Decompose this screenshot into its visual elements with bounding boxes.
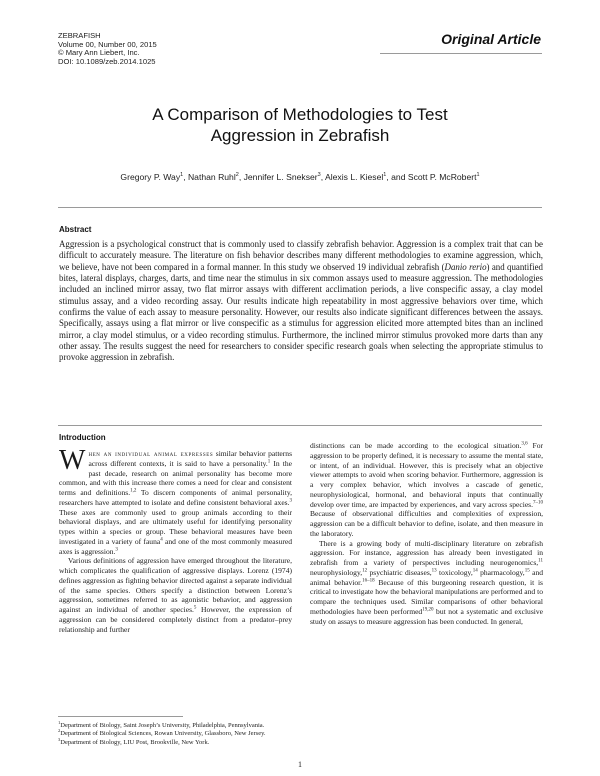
abstract-text-part-2: ) and quantified bites, lateral displays, charges, darts, and time near the stimulus in six common assays used to measure aggression. The methodologies included an inclined mirror assay, two flat mirror assays with different acclimation periods, a live conspecific assay, a clay model stimulus assay, and a video recording assay. Our results indicate high repeatability in most aggressive behaviors over time, which confirms the value of each assay to measure personality. However, our results also indicate significant differences between the assays. Specifically, assays using a flat mirror or live conspecific as a stimulus for aggression elicited more attempted bites than an inclined mirror, a clay model stimulus, or a video recording stimulus. Furthermore, the inclined mirror stimulus provoked more darts than any other assay. The results suggest the need for researchers to consider specific research goals when selecting the appropriate stimulus to provoke aggression in zebrafish. — [59, 261, 543, 363]
citation-ref: 16–18 — [362, 577, 375, 583]
intro-p3-body: There is a growing body of multi-disciplinary literature on zebrafish aggression. For instance, aggression has already been investigated in zebrafish from a variety of perspectives including neurogenomics,$^{11}$ neurophysiology,$^{12}$ psychiatric diseases,$^{13}$ toxicology,$^{14}$ pharmacology,$^{15}$ and animal behavior.$^{16-18}$ Because of this burgeoning research question, it is critical to investigate how the behavioral manipulations are performed and to compare the techniques used. Similar comparisons of other behavioral methodologies have been performed$^{19,20}$ but not a systematic and exclusive study on assays to measure aggression has been conducted. In general, — [310, 538, 543, 626]
citation-ref: 15 — [524, 568, 530, 574]
intro-lead-smallcaps: hen an individual animal expresses — [88, 449, 214, 458]
header-rule — [380, 53, 542, 54]
abstract-bottom-rule — [58, 425, 542, 426]
page-number: 1 — [298, 760, 302, 769]
intro-paragraph-2 — [59, 556, 292, 634]
journal-copyright: © Mary Ann Liebert, Inc. — [58, 48, 140, 58]
footnote-text: Department of Biological Sciences, Rowan University, Glassboro, New Jersey. — [60, 730, 266, 738]
affiliation-footnotes — [58, 719, 266, 747]
drop-cap: W — [59, 445, 86, 476]
author-name: Scott P. McRobert — [407, 172, 477, 182]
footnote-number: 3 — [58, 736, 61, 742]
citation-ref: 7–10 — [533, 499, 543, 505]
abstract-heading: Abstract — [59, 225, 92, 234]
footnote-text: Department of Biology, LIU Post, Brookville, New York. — [60, 738, 210, 746]
footnote-number: 1 — [58, 719, 61, 725]
article-type: Original Article — [441, 31, 541, 47]
author-name: Nathan Ruhl — [187, 172, 236, 182]
journal-doi: DOI: 10.1089/zeb.2014.1025 — [58, 56, 156, 66]
intro-paragraph-1 — [59, 445, 293, 556]
citation-ref: 19,20 — [422, 607, 434, 613]
abstract-text-part-1: Aggression is a psychological construct that is commonly used to classify zebrafish behavior. Aggression is a complex trait that can be difficult to accurately measure. The literature on fish behavior describes many different methodologies to examine aggression, which, we believe, have not been compared in a formal manner. In this study we observed 19 individual zebrafish ( — [59, 239, 543, 272]
footnote-number: 2 — [58, 728, 61, 734]
citation-ref: 1,2 — [130, 488, 137, 494]
intro-p1-body: similar behavior patterns across different contexts, it is said to have a personality.$^1$ In the past decade, research on animal personality has become more common, and with this increase there comes a need for clear and consistent terms and definitions.$^{1,2}$ To discern components of animal personality, researchers have attempted to isolate and define consistent behavioral axes.$^3$ These axes are commonly used to group animals according to their behavioral displays, and are ultimately useful for identifying personality types within a species or group. These behavioral measures have been investigated in a variety of fauna$^4$ and one of the most commonly measured axes is aggression.$^3$ — [59, 449, 293, 556]
author-affiliation-mark: 3 — [317, 172, 321, 179]
citation-ref: 4 — [160, 537, 163, 543]
author-name: Jennifer L. Snekser — [243, 172, 318, 182]
citation-ref: 3,6 — [521, 441, 528, 447]
footnote-text: Department of Biology, Saint Joseph’s University, Philadelphia, Pennsylvania. — [60, 722, 265, 729]
citation-ref: 5 — [193, 605, 197, 611]
title-line-2: Aggression in Zebrafish — [210, 126, 390, 145]
citation-ref: 1 — [267, 459, 271, 465]
abstract-top-rule — [58, 207, 542, 208]
journal-volume: Volume 00, Number 00, 2015 — [58, 39, 157, 49]
footnote — [58, 730, 266, 738]
citation-ref: 3 — [115, 546, 118, 552]
footnote — [58, 736, 266, 747]
title-line-1: A Comparison of Methodologies to Test — [152, 105, 448, 124]
abstract-species-name: Danio rerio — [444, 261, 487, 272]
intro-paragraph-3 — [310, 539, 543, 627]
author-affiliation-mark: 2 — [235, 172, 239, 179]
author-list: Gregory P. Way$^1$, Nathan Ruhl$^2$, Jennifer L. Snekser$^3$, Alexis L. Kiesel$^1$, and Scott P. McRobert$^1$ — [120, 172, 480, 182]
article-title — [0, 104, 600, 146]
author-name: Gregory P. Way — [120, 172, 181, 182]
citation-ref: 13 — [431, 568, 437, 574]
introduction-heading: Introduction — [59, 433, 106, 442]
text-column-right — [310, 441, 543, 626]
text-column-left — [59, 445, 293, 634]
author-name: Alexis L. Kiesel — [325, 172, 384, 182]
author-affiliation-mark: 1 — [476, 172, 480, 179]
journal-name: ZEBRAFISH — [58, 31, 101, 40]
intro-p2-continued-body: distinctions can be made according to the ecological situation.$^{3,6}$ For aggression to be properly defined, it is necessary to assume the mental state, or intent, of an individual. However, this is precisely what an objective viewer attempts to avoid when scoring behavior. Furthermore, aggression is a very complex behavior, which involves a cascade of genetic, neurophysiological, hormonal, and behavioral inputs that continually develop over time, are impacted by experiences, and vary across species.$^{7-10}$ Because of observational difficulties and complexities of expression, aggression can be a difficult behavior to define, isolate, and then measure in the laboratory. — [310, 441, 543, 538]
intro-paragraph-2-continued — [310, 441, 543, 539]
journal-meta — [58, 32, 157, 66]
intro-p2-body: Various definitions of aggression have emerged throughout the literature, which complicates the qualification of aggressive displays. Lorenz (1974) defines aggression as fighting behavior directed against a separate individual of the same species. Others specify a distinction between Lorenz’s aggression, sometimes referred to as agonistic behavior, and aggression against an individual of another species.$^5$ However, the expression of aggression can be considered completely distinct from a predator–prey relationship and further — [59, 556, 292, 634]
author-affiliation-mark: 1 — [180, 172, 184, 179]
author-affiliation-mark: 1 — [383, 172, 387, 179]
footnote-rule — [58, 716, 183, 717]
citation-ref: 12 — [362, 568, 368, 574]
citation-ref: 3 — [289, 498, 292, 504]
citation-ref: 11 — [538, 558, 543, 564]
abstract-text — [59, 239, 543, 364]
citation-ref: 14 — [472, 568, 478, 574]
